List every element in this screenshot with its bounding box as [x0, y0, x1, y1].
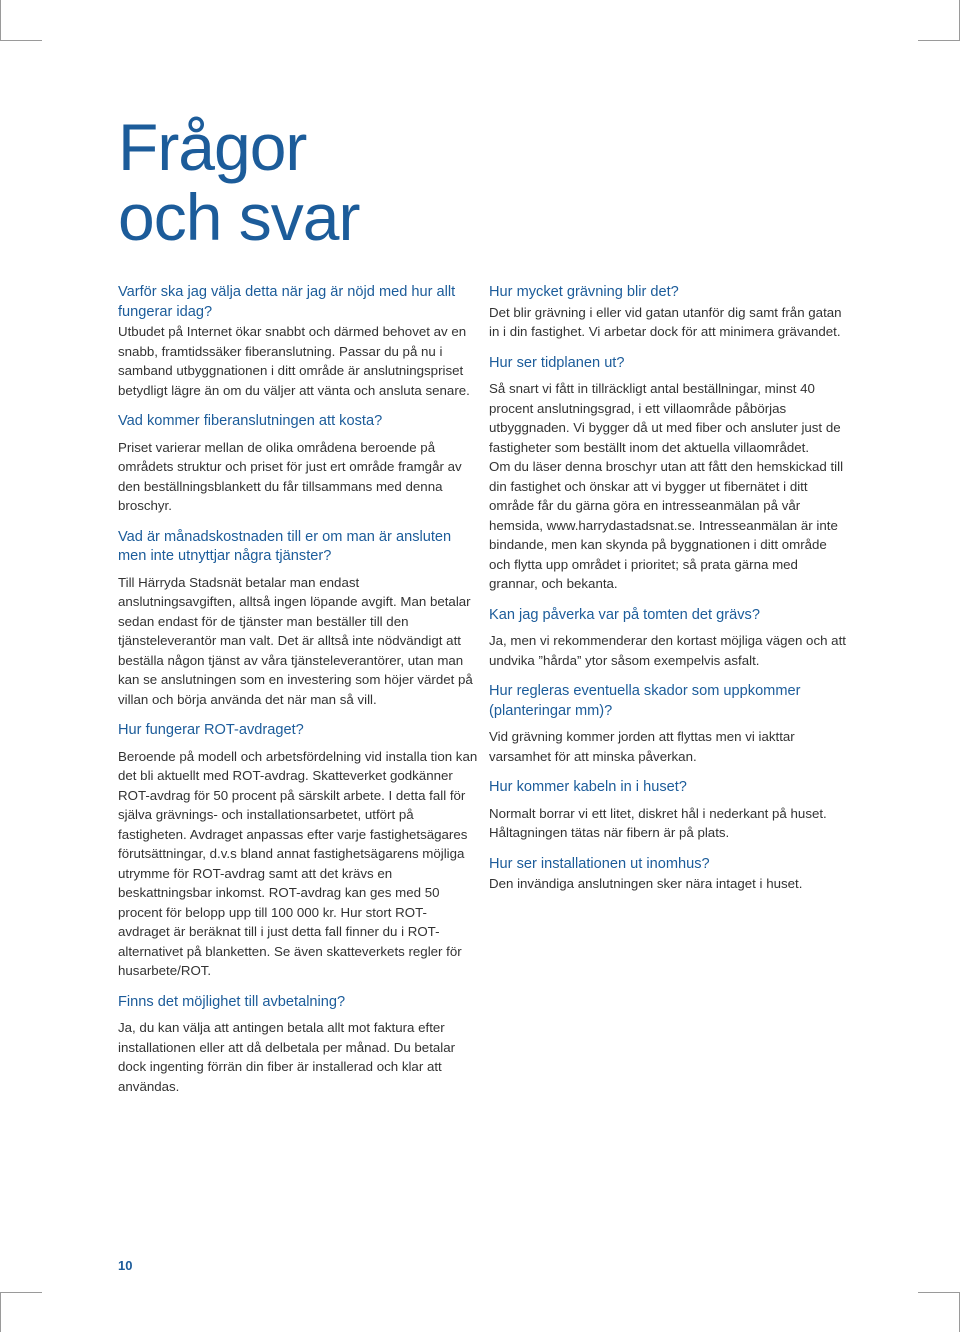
question-heading: Hur mycket grävning blir det?: [489, 284, 679, 300]
question-heading: Hur kommer kabeln in i huset?: [489, 779, 687, 795]
question-heading: Varför ska jag välja detta när jag är nöjd med hur allt fungerar idag?: [118, 284, 456, 320]
answer-paragraph: Ja, du kan välja att antingen betala allt mot faktura efter installationen eller att då delbetala per månad. Du betalar dock ingenting förrän din fiber är installerad och klar att användas.: [118, 1020, 456, 1094]
question-heading: Hur regleras eventuella skador som uppkommer (planteringar mm)?: [489, 683, 801, 719]
title-line-2: och svar: [118, 180, 360, 254]
answer-paragraph: Ja, men vi rekommenderar den kortast möjliga vägen och att undvika ”hårda” ytor såsom exempelvis asfalt.: [489, 633, 846, 668]
answer-paragraph: Utbudet på Internet ökar snabbt och därmed behovet av en snabb, framtidssäker fiberanslutning. Passar du på nu i samband utbyggnationen i ditt område är anslutningspriset betydligt lägre än om du väljer att vänta och ansluta senare.: [118, 324, 470, 398]
answer-paragraph: Vid grävning kommer jorden att flyttas men vi iakttar varsamhet för att minska påverkan.: [489, 729, 795, 764]
answer-paragraph: Beroende på modell och arbetsfördelning vid installa tion kan det bli aktuellt med ROT-avdrag. Skatteverket godkänner ROT-avdrag för 50 procent på särskilt arbete. I detta fall för själva grävnings- och installationsarbetet, utfört på fastigheten. Avdraget anpassas efter varje fastighetsägares förutsättningar, d.v.s bland annat fastighetsägarens möjliga utrymme för ROT-avdrag samt att det krävs en beskattningsbar inkomst. ROT-avdrag kan ges med 50 procent för belopp upp till 100 000 kr. Hur stort ROT-avdraget är beräknat till i just detta fall finner du i ROT-alternativet på blanketten. Se även skatteverkets regler för husarbete/ROT.: [118, 748, 478, 978]
answer-paragraph: Till Härryda Stadsnät betalar man endast anslutningsavgiften, alltså ingen löpande avgift. Man betalar sedan endast för de tjänster man beställer till den tjänsteleverantör man valt. Det är alltså inte nödvändigt att beställa någon tjänst av våra tjänsteleverantörer, utan man kan se anslutningen som en investering som höjer värdet på villan och börja använda det när man så vill.: [118, 574, 473, 707]
page-number: 10: [118, 1258, 133, 1273]
page-title: [118, 112, 359, 252]
left-column: [118, 283, 478, 1096]
answer-paragraph: Normalt borrar vi ett litet, diskret hål i nederkant på huset. Håltagningen tätas när fibern är på plats.: [489, 805, 827, 840]
question-heading: Vad kommer fiberanslutningen att kosta?: [118, 413, 383, 429]
question-heading: Kan jag påverka var på tomten det grävs?: [489, 606, 760, 623]
crop-mark: [0, 1292, 1, 1332]
answer-paragraph: Om du läser denna broschyr utan att fått den hemskickad till din fastighet och önskar att vi bygger ut fibernätet i ditt område får du gärna göra en intresseanmälan på vår hemsida, www.harrydastadsnat.se. Intresseanmälan är inte bindande, men kan skynda på byggnationen i ditt område och flytta upp området i prioritet; så prata gärna med grannar, och bekanta.: [489, 459, 844, 591]
right-column: [489, 283, 849, 894]
crop-mark: [0, 40, 42, 41]
question-heading: Hur ser installationen ut inomhus?: [489, 855, 710, 872]
question-heading: Hur ser tidplanen ut?: [489, 354, 625, 371]
answer-paragraph: Den invändiga anslutningen sker nära intaget i huset.: [489, 876, 803, 891]
question-heading: Vad är månadskostnaden till er om man är ansluten men inte utnyttjar några tjänster?: [118, 528, 452, 564]
crop-mark: [918, 40, 960, 41]
question-heading: Hur fungerar ROT-avdraget?: [118, 722, 304, 738]
answer-paragraph: Så snart vi fått in tillräckligt antal beställningar, minst 40 procent anslutningsgrad, i ett villaområde påbörjas utbyggnaden. Vi bygger då ut med fiber och ansluter just de fastigheter som beställt inom det aktuella villaområdet.: [489, 381, 841, 455]
crop-mark: [0, 0, 1, 40]
crop-mark: [918, 1292, 960, 1293]
title-line-1: Frågor: [118, 110, 307, 184]
crop-mark: [0, 1292, 42, 1293]
answer-paragraph: Det blir grävning i eller vid gatan utanför dig samt från gatan in i din fastighet. Vi arbetar dock för att minimera grävandet.: [489, 304, 842, 339]
question-heading: Finns det möjlighet till avbetalning?: [118, 993, 346, 1010]
answer-paragraph: Priset varierar mellan de olika områdena beroende på områdets struktur och priset för just ert område framgår av den beställningsblankett du får tillsammans med denna broschyr.: [118, 439, 462, 513]
